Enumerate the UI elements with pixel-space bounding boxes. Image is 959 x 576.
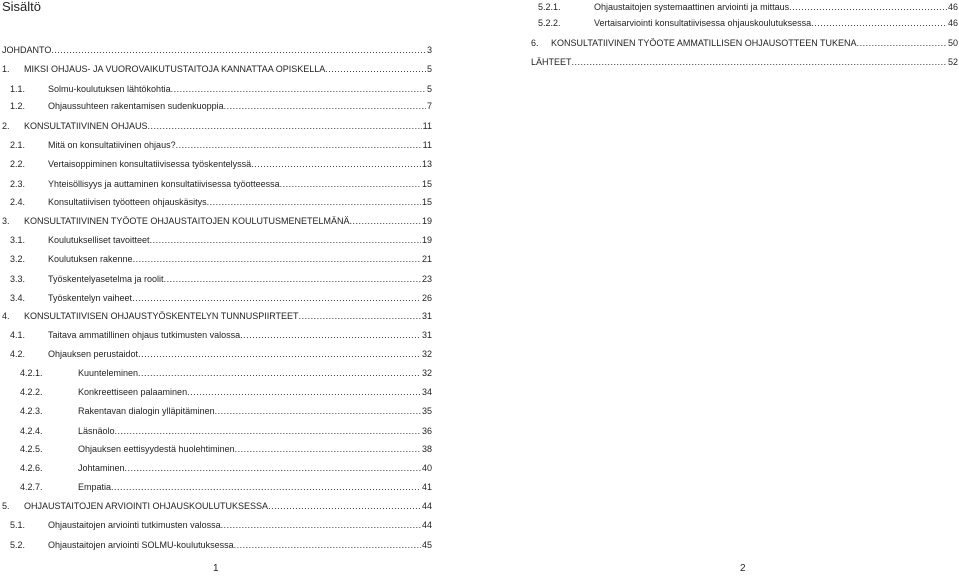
- toc-dot-leader: [187, 385, 421, 399]
- toc-entry-title: Koulutuksen rakenne: [48, 254, 133, 264]
- toc-entry[interactable]: [10, 82, 432, 96]
- toc-entry-title: Ohjaussuhteen rakentamisen sudenkuoppia: [48, 101, 224, 111]
- toc-entry-title: Läsnäolo: [78, 426, 115, 436]
- toc-dot-leader: [224, 99, 426, 113]
- toc-entry-page: 34: [421, 387, 432, 397]
- toc-entry-page: 46: [947, 2, 958, 12]
- toc-entry-page: 23: [421, 274, 432, 284]
- toc-entry[interactable]: [2, 309, 432, 323]
- toc-dot-leader: [280, 177, 421, 191]
- toc-entry-number: 2.3.: [10, 179, 26, 189]
- toc-entry[interactable]: [538, 16, 958, 30]
- toc-entry-number: 5.2.: [10, 540, 26, 550]
- toc-entry-page: 15: [421, 197, 432, 207]
- toc-entry[interactable]: [538, 0, 958, 14]
- toc-dot-leader: [207, 195, 421, 209]
- toc-entry[interactable]: [10, 538, 432, 552]
- toc-entry-title: Vertaisarviointi konsultatiivisessa ohjauskoulutuksessa: [594, 18, 812, 28]
- toc-entry-title: Ohjaustaitojen arviointi tutkimusten valossa: [48, 520, 221, 530]
- toc-entry[interactable]: [2, 62, 432, 76]
- toc-entry-title: OHJAUSTAITOJEN ARVIOINTI OHJAUSKOULUTUKSESSA: [24, 501, 269, 511]
- toc-dot-leader: [111, 480, 421, 494]
- toc-entry-title: Työskentelyasetelma ja roolit: [48, 274, 164, 284]
- toc-entry-title: Ohjaustaitojen systemaattinen arviointi ja mittaus: [594, 2, 790, 12]
- toc-entry-page: 21: [421, 254, 432, 264]
- toc-entry-page: 35: [421, 406, 432, 416]
- toc-entry[interactable]: [20, 461, 432, 475]
- toc-entry[interactable]: [10, 138, 432, 152]
- toc-entry-number: 2.2.: [10, 159, 26, 169]
- toc-entry[interactable]: [20, 424, 432, 438]
- toc-entry-title: Rakentavan dialogin ylläpitäminen: [78, 406, 215, 416]
- toc-dot-leader: [299, 309, 421, 323]
- toc-entry-title: Solmu-koulutuksen lähtökohtia: [48, 84, 171, 94]
- toc-entry-number: 4.2.2.: [20, 387, 43, 397]
- toc-dot-leader: [138, 366, 421, 380]
- toc-entry-number: 5.: [2, 501, 10, 511]
- toc-dot-leader: [811, 16, 947, 30]
- toc-heading: Sisältö: [2, 0, 42, 14]
- toc-entry-page: 5: [426, 84, 432, 94]
- toc-entry[interactable]: [531, 36, 958, 50]
- toc-entry[interactable]: [10, 233, 432, 247]
- toc-dot-leader: [221, 518, 421, 532]
- toc-dot-leader: [251, 157, 421, 171]
- toc-entry-page: 46: [947, 18, 958, 28]
- toc-entry-number: 4.2.: [10, 349, 26, 359]
- toc-dot-leader: [132, 291, 421, 305]
- toc-dot-leader: [150, 233, 421, 247]
- toc-entry-page: 15: [421, 179, 432, 189]
- toc-entry-page: 11: [422, 140, 432, 150]
- toc-entry[interactable]: [10, 347, 432, 361]
- toc-dot-leader: [171, 82, 426, 96]
- toc-entry-page: 40: [421, 463, 432, 473]
- toc-entry-number: 4.2.4.: [20, 426, 43, 436]
- toc-entry-number: 4.2.7.: [20, 482, 43, 492]
- toc-entry-title: Mitä on konsultatiivinen ohjaus?: [48, 140, 176, 150]
- toc-entry[interactable]: [10, 99, 432, 113]
- toc-entry-page: 32: [421, 349, 432, 359]
- toc-entry-title: Empatia: [78, 482, 112, 492]
- toc-entry[interactable]: [10, 177, 432, 191]
- toc-entry-number: 2.4.: [10, 197, 26, 207]
- toc-entry-title: Konkreettiseen palaaminen: [78, 387, 188, 397]
- toc-entry-number: 4.2.6.: [20, 463, 43, 473]
- toc-dot-leader: [572, 55, 947, 69]
- toc-entry-number: 5.2.2.: [538, 18, 561, 28]
- toc-entry-title: Konsultatiivisen työotteen ohjauskäsitys: [48, 197, 207, 207]
- toc-entry[interactable]: [10, 252, 432, 266]
- toc-entry-title: Yhteisöllisyys ja auttaminen konsultatiivisessa työotteessa: [48, 179, 280, 189]
- toc-dot-leader: [234, 538, 421, 552]
- toc-entry-page: 5: [426, 64, 432, 74]
- toc-entry-number: 1.: [2, 64, 10, 74]
- toc-entry[interactable]: [10, 195, 432, 209]
- toc-dot-leader: [125, 461, 421, 475]
- toc-entry-number: 1.1.: [10, 84, 26, 94]
- toc-entry-number: 3.1.: [10, 235, 26, 245]
- toc-entry-title: LÄHTEET: [531, 57, 572, 67]
- toc-entry-title: Työskentelyn vaiheet: [48, 293, 133, 303]
- toc-entry-page: 44: [421, 520, 432, 530]
- toc-dot-leader: [325, 62, 426, 76]
- toc-entry-title: KONSULTATIIVISEN OHJAUSTYÖSKENTELYN TUNNUSPIIRTEET: [24, 311, 299, 321]
- toc-entry-number: 5.2.1.: [538, 2, 561, 12]
- toc-entry-number: 6.: [531, 38, 539, 48]
- toc-entry[interactable]: [10, 328, 432, 342]
- toc-entry-title: Ohjaustaitojen arviointi SOLMU-koulutuksessa: [48, 540, 234, 550]
- toc-entry[interactable]: [2, 499, 432, 513]
- toc-dot-leader: [268, 499, 421, 513]
- toc-entry[interactable]: [20, 385, 432, 399]
- toc-entry[interactable]: [2, 214, 432, 228]
- toc-entry-number: 2.1.: [10, 140, 26, 150]
- page-number-right: 2: [740, 563, 746, 574]
- toc-entry[interactable]: [20, 442, 432, 456]
- toc-dot-leader: [857, 36, 947, 50]
- toc-entry-page: 26: [421, 293, 432, 303]
- toc-entry-number: 4.2.5.: [20, 444, 43, 454]
- toc-dot-leader: [51, 43, 426, 57]
- toc-entry-title: Kuunteleminen: [78, 368, 139, 378]
- toc-entry-number: 3.3.: [10, 274, 26, 284]
- toc-entry-number: 5.1.: [10, 520, 26, 530]
- toc-entry-title: Vertaisoppiminen konsultatiivisessa työskentelyssä: [48, 159, 252, 169]
- toc-entry-title: Ohjauksen perustaidot: [48, 349, 139, 359]
- toc-entry-page: 31: [421, 330, 432, 340]
- toc-entry[interactable]: [531, 55, 958, 69]
- toc-entry-title: KONSULTATIIVINEN TYÖOTE AMMATILLISEN OHJAUSOTTEEN TUKENA: [551, 38, 857, 48]
- toc-entry-number: 3.2.: [10, 254, 26, 264]
- toc-entry-number: 4.1.: [10, 330, 26, 340]
- toc-entry[interactable]: [10, 518, 432, 532]
- toc-entry[interactable]: [20, 404, 432, 418]
- toc-entry-page: 41: [421, 482, 432, 492]
- toc-entry-number: 2.: [2, 121, 10, 131]
- toc-entry-page: 50: [947, 38, 958, 48]
- toc-dot-leader: [789, 0, 947, 14]
- toc-entry-page: 38: [421, 444, 432, 454]
- toc-entry-title: Koulutukselliset tavoitteet: [48, 235, 150, 245]
- toc-entry[interactable]: [10, 272, 432, 286]
- toc-entry[interactable]: [2, 43, 432, 57]
- toc-entry-number: 4.2.1.: [20, 368, 43, 378]
- toc-dot-leader: [240, 328, 421, 342]
- toc-entry[interactable]: [10, 157, 432, 171]
- toc-dot-leader: [350, 214, 421, 228]
- toc-entry-title: Ohjauksen eettisyydestä huolehtiminen: [78, 444, 235, 454]
- toc-dot-leader: [133, 252, 421, 266]
- toc-entry-page: 45: [421, 540, 432, 550]
- toc-dot-leader: [164, 272, 421, 286]
- toc-entry-page: 7: [426, 101, 432, 111]
- toc-entry[interactable]: [2, 119, 432, 133]
- toc-entry-title: Taitava ammatillinen ohjaus tutkimusten valossa: [48, 330, 241, 340]
- toc-entry-number: 4.: [2, 311, 10, 321]
- toc-entry-title: MIKSI OHJAUS- JA VUOROVAIKUTUSTAITOJA KANNATTAA OPISKELLA: [24, 64, 326, 74]
- toc-entry-page: 11: [422, 121, 432, 131]
- toc-entry-page: 31: [421, 311, 432, 321]
- toc-entry-title: KONSULTATIIVINEN TYÖOTE OHJAUSTAITOJEN KOULUTUSMENETELMÄNÄ: [24, 216, 350, 226]
- toc-entry-page: 19: [421, 216, 432, 226]
- toc-entry-number: 1.2.: [10, 101, 26, 111]
- toc-entry-page: 52: [947, 57, 958, 67]
- toc-entry-number: 3.4.: [10, 293, 26, 303]
- toc-entry[interactable]: [20, 366, 432, 380]
- toc-dot-leader: [235, 442, 421, 456]
- toc-entry-page: 13: [421, 159, 432, 169]
- toc-entry-title: KONSULTATIIVINEN OHJAUS: [24, 121, 148, 131]
- toc-dot-leader: [148, 119, 422, 133]
- toc-entry-page: 32: [421, 368, 432, 378]
- toc-entry-number: 3.: [2, 216, 10, 226]
- toc-entry-page: 3: [426, 45, 432, 55]
- toc-entry-page: 19: [421, 235, 432, 245]
- toc-entry-page: 44: [421, 501, 432, 511]
- toc-dot-leader: [115, 424, 421, 438]
- toc-entry-title: JOHDANTO: [2, 45, 52, 55]
- toc-entry-title: Johtaminen: [78, 463, 125, 473]
- toc-dot-leader: [138, 347, 421, 361]
- toc-entry-number: 4.2.3.: [20, 406, 43, 416]
- toc-entry[interactable]: [10, 291, 432, 305]
- toc-entry-page: 36: [421, 426, 432, 436]
- toc-dot-leader: [176, 138, 422, 152]
- page-number-left: 1: [213, 563, 219, 574]
- toc-entry[interactable]: [20, 480, 432, 494]
- toc-dot-leader: [215, 404, 421, 418]
